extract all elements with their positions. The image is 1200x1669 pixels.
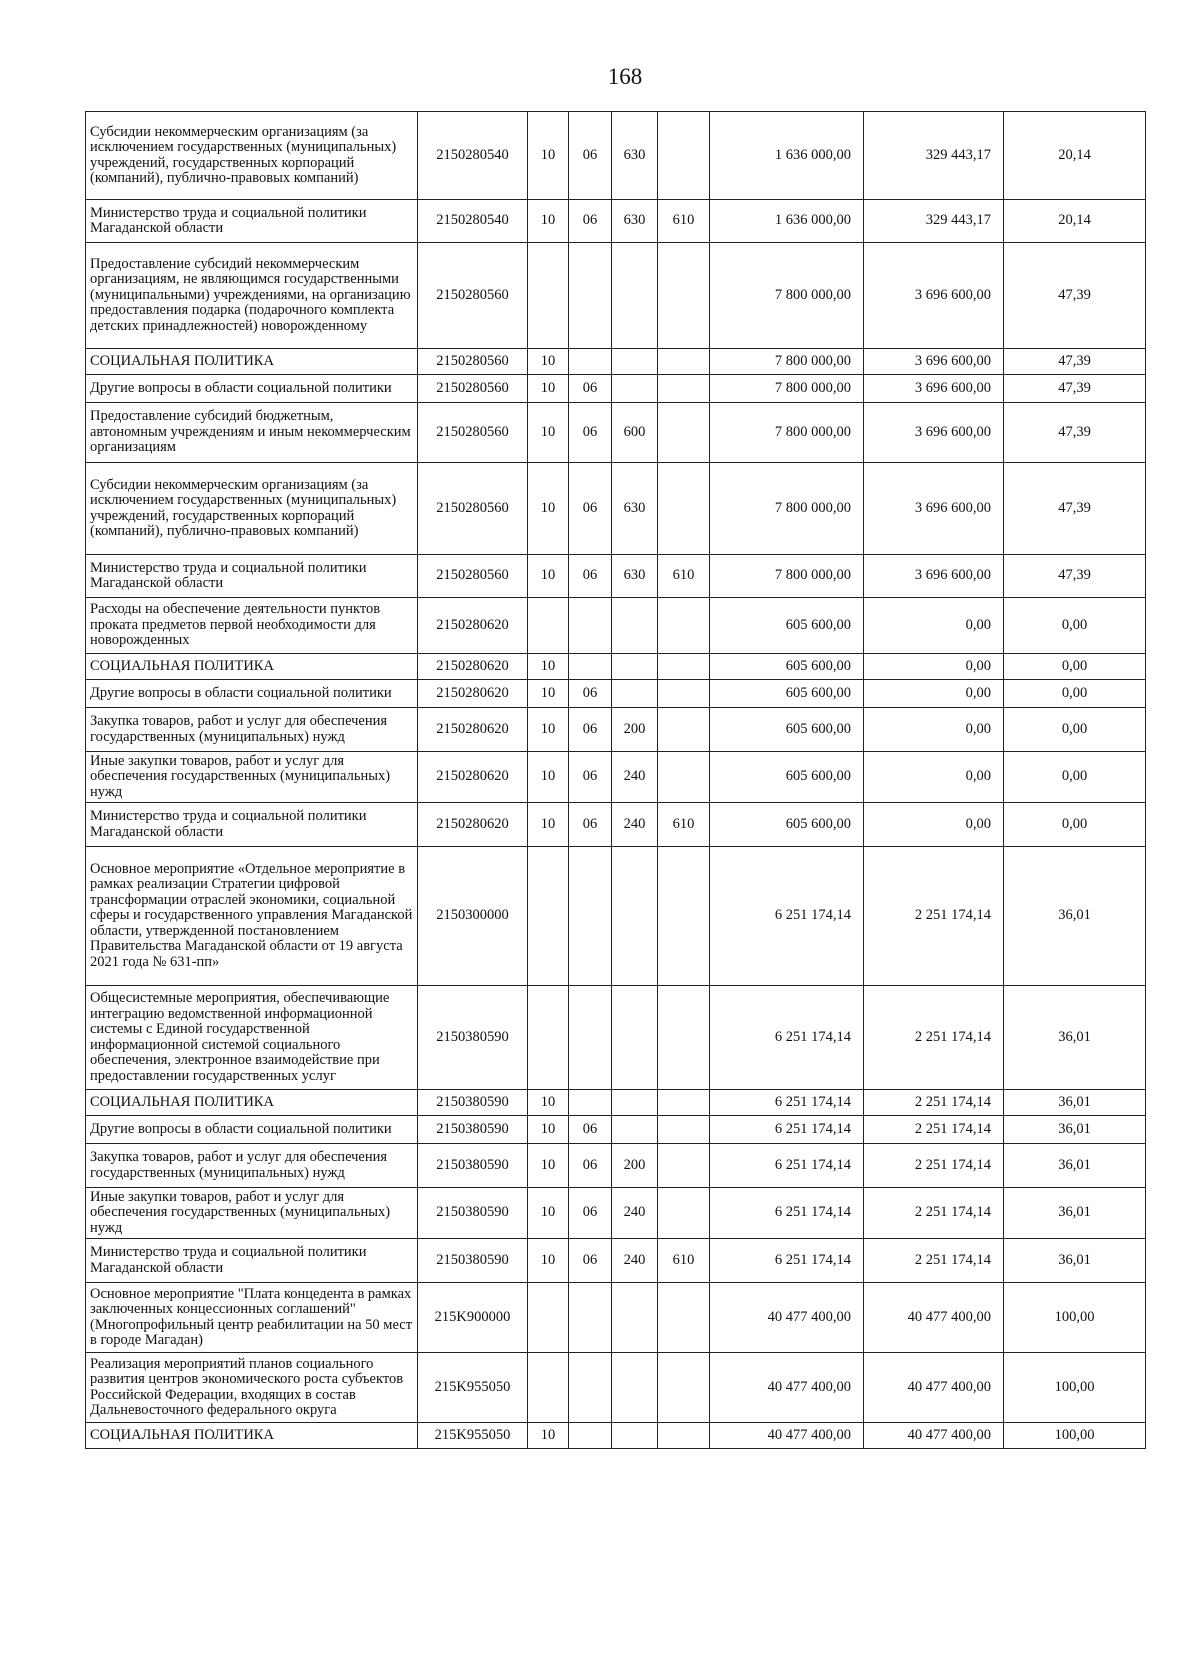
row-planned: 40 477 400,00 — [710, 1423, 864, 1449]
row-name: Основное мероприятие "Плата концедента в рамках заключенных концессионных соглашений" (Многопрофильный центр реабилитации на 50 мест в городе Магадан) — [86, 1283, 418, 1353]
row-code: 2150280560 — [418, 403, 528, 463]
row-planned: 6 251 174,14 — [710, 1116, 864, 1144]
row-subsection: 06 — [569, 463, 612, 555]
row-code: 2150300000 — [418, 847, 528, 986]
row-expense-type — [612, 847, 658, 986]
row-subsection: 06 — [569, 752, 612, 803]
row-admin-code — [658, 375, 710, 403]
row-executed: 2 251 174,14 — [864, 1116, 1004, 1144]
row-planned: 7 800 000,00 — [710, 403, 864, 463]
row-executed: 0,00 — [864, 803, 1004, 847]
table-row — [86, 1144, 1146, 1188]
row-planned: 7 800 000,00 — [710, 243, 864, 349]
row-name: Реализация мероприятий планов социального развития центров экономического роста субъектов Российской Федерации, входящих в состав Дальневосточного федерального округа — [86, 1353, 418, 1423]
row-admin-code — [658, 403, 710, 463]
row-planned: 605 600,00 — [710, 708, 864, 752]
row-section: 10 — [528, 375, 569, 403]
row-section: 10 — [528, 1423, 569, 1449]
row-section — [528, 1353, 569, 1423]
row-admin-code — [658, 349, 710, 375]
row-executed: 0,00 — [864, 680, 1004, 708]
row-percent: 0,00 — [1004, 654, 1146, 680]
row-admin-code — [658, 1116, 710, 1144]
row-percent: 100,00 — [1004, 1353, 1146, 1423]
row-code: 215K955050 — [418, 1423, 528, 1449]
row-admin-code: 610 — [658, 200, 710, 243]
row-expense-type: 630 — [612, 463, 658, 555]
row-expense-type: 630 — [612, 200, 658, 243]
row-section: 10 — [528, 403, 569, 463]
row-subsection: 06 — [569, 1188, 612, 1239]
row-code: 2150280540 — [418, 200, 528, 243]
row-executed: 329 443,17 — [864, 112, 1004, 200]
row-percent: 47,39 — [1004, 555, 1146, 598]
row-executed: 3 696 600,00 — [864, 349, 1004, 375]
row-percent: 36,01 — [1004, 1116, 1146, 1144]
table-row — [86, 403, 1146, 463]
row-percent: 36,01 — [1004, 1239, 1146, 1283]
table-row — [86, 1353, 1146, 1423]
row-code: 2150280560 — [418, 375, 528, 403]
row-code: 2150280620 — [418, 708, 528, 752]
row-planned: 7 800 000,00 — [710, 375, 864, 403]
row-subsection — [569, 1353, 612, 1423]
row-subsection: 06 — [569, 708, 612, 752]
row-planned: 7 800 000,00 — [710, 463, 864, 555]
table-row — [86, 1423, 1146, 1449]
table-row — [86, 598, 1146, 654]
row-executed: 40 477 400,00 — [864, 1423, 1004, 1449]
row-planned: 7 800 000,00 — [710, 555, 864, 598]
row-section: 10 — [528, 555, 569, 598]
row-percent: 36,01 — [1004, 1188, 1146, 1239]
row-name: Субсидии некоммерческим организациям (за исключением государственных (муниципальных) учреждений, государственных корпораций (компаний), публично-правовых компаний) — [86, 112, 418, 200]
row-subsection: 06 — [569, 555, 612, 598]
row-code: 2150280620 — [418, 803, 528, 847]
row-subsection — [569, 349, 612, 375]
row-name: СОЦИАЛЬНАЯ ПОЛИТИКА — [86, 349, 418, 375]
row-subsection — [569, 654, 612, 680]
row-admin-code — [658, 112, 710, 200]
row-section: 10 — [528, 112, 569, 200]
row-planned: 6 251 174,14 — [710, 1239, 864, 1283]
row-name: Другие вопросы в области социальной политики — [86, 680, 418, 708]
row-name: Закупка товаров, работ и услуг для обеспечения государственных (муниципальных) нужд — [86, 708, 418, 752]
row-percent: 47,39 — [1004, 403, 1146, 463]
row-expense-type — [612, 375, 658, 403]
row-percent: 20,14 — [1004, 112, 1146, 200]
row-executed: 3 696 600,00 — [864, 463, 1004, 555]
row-admin-code: 610 — [658, 803, 710, 847]
row-code: 2150380590 — [418, 1116, 528, 1144]
row-code: 2150380590 — [418, 1188, 528, 1239]
row-section — [528, 847, 569, 986]
row-admin-code — [658, 598, 710, 654]
row-code: 215K955050 — [418, 1353, 528, 1423]
row-percent: 36,01 — [1004, 1090, 1146, 1116]
row-expense-type: 600 — [612, 403, 658, 463]
row-percent: 47,39 — [1004, 375, 1146, 403]
row-code: 2150380590 — [418, 1144, 528, 1188]
row-percent: 47,39 — [1004, 349, 1146, 375]
row-admin-code — [658, 654, 710, 680]
row-planned: 605 600,00 — [710, 654, 864, 680]
table-row — [86, 1090, 1146, 1116]
row-planned: 40 477 400,00 — [710, 1353, 864, 1423]
row-executed: 40 477 400,00 — [864, 1283, 1004, 1353]
row-subsection — [569, 847, 612, 986]
row-executed: 0,00 — [864, 598, 1004, 654]
row-expense-type — [612, 1283, 658, 1353]
row-subsection: 06 — [569, 375, 612, 403]
table-row — [86, 243, 1146, 349]
row-name: Основное мероприятие «Отдельное мероприятие в рамках реализации Стратегии цифровой трансформации отраслей экономики, социальной сферы и государственного управления Магаданской области, утвержденной постановлением Правительства Магаданской области от 19 августа 2021 года № 631-пп» — [86, 847, 418, 986]
row-section: 10 — [528, 200, 569, 243]
row-expense-type: 200 — [612, 1144, 658, 1188]
row-admin-code — [658, 1090, 710, 1116]
page-number: 168 — [607, 64, 643, 89]
row-name: Закупка товаров, работ и услуг для обеспечения государственных (муниципальных) нужд — [86, 1144, 418, 1188]
row-section: 10 — [528, 1144, 569, 1188]
row-planned: 1 636 000,00 — [710, 112, 864, 200]
row-name: Предоставление субсидий бюджетным, автономным учреждениям и иным некоммерческим организациям — [86, 403, 418, 463]
row-planned: 605 600,00 — [710, 598, 864, 654]
row-name: Общесистемные мероприятия, обеспечивающие интеграцию ведомственной информационной системы с Единой государственной информационной системой социального обеспечения, электронное взаимодействие при предоставлении государственных услуг — [86, 986, 418, 1090]
row-planned: 40 477 400,00 — [710, 1283, 864, 1353]
row-name: Другие вопросы в области социальной политики — [86, 375, 418, 403]
row-expense-type — [612, 349, 658, 375]
row-expense-type: 240 — [612, 752, 658, 803]
row-subsection — [569, 986, 612, 1090]
row-section: 10 — [528, 708, 569, 752]
row-name: Министерство труда и социальной политики Магаданской области — [86, 555, 418, 598]
row-admin-code — [658, 1144, 710, 1188]
row-percent: 0,00 — [1004, 803, 1146, 847]
row-executed: 3 696 600,00 — [864, 403, 1004, 463]
row-planned: 6 251 174,14 — [710, 1188, 864, 1239]
row-name: СОЦИАЛЬНАЯ ПОЛИТИКА — [86, 1423, 418, 1449]
row-name: Иные закупки товаров, работ и услуг для обеспечения государственных (муниципальных) нужд — [86, 1188, 418, 1239]
row-percent: 0,00 — [1004, 680, 1146, 708]
row-section: 10 — [528, 463, 569, 555]
row-name: Предоставление субсидий некоммерческим организациям, не являющимся государственными (муниципальными) учреждениями, на организацию предоставления подарка (подарочного комплекта детских принадлежностей) новорожденному — [86, 243, 418, 349]
row-section: 10 — [528, 680, 569, 708]
row-executed: 40 477 400,00 — [864, 1353, 1004, 1423]
table-row — [86, 1116, 1146, 1144]
row-code: 2150280620 — [418, 654, 528, 680]
row-expense-type — [612, 598, 658, 654]
row-percent: 47,39 — [1004, 243, 1146, 349]
row-section: 10 — [528, 349, 569, 375]
row-code: 2150280620 — [418, 752, 528, 803]
row-executed: 329 443,17 — [864, 200, 1004, 243]
row-executed: 3 696 600,00 — [864, 375, 1004, 403]
row-name: СОЦИАЛЬНАЯ ПОЛИТИКА — [86, 654, 418, 680]
row-name: Иные закупки товаров, работ и услуг для обеспечения государственных (муниципальных) нужд — [86, 752, 418, 803]
row-section — [528, 243, 569, 349]
row-expense-type — [612, 1116, 658, 1144]
row-code: 2150380590 — [418, 986, 528, 1090]
table-row — [86, 847, 1146, 986]
row-expense-type — [612, 654, 658, 680]
row-admin-code — [658, 1423, 710, 1449]
row-planned: 605 600,00 — [710, 752, 864, 803]
row-expense-type — [612, 243, 658, 349]
row-section: 10 — [528, 654, 569, 680]
row-expense-type: 200 — [612, 708, 658, 752]
row-code: 2150280560 — [418, 243, 528, 349]
row-section — [528, 1283, 569, 1353]
table-row — [86, 803, 1146, 847]
row-subsection: 06 — [569, 403, 612, 463]
row-admin-code — [658, 463, 710, 555]
row-code: 2150280560 — [418, 349, 528, 375]
row-percent: 0,00 — [1004, 598, 1146, 654]
row-expense-type — [612, 680, 658, 708]
row-admin-code — [658, 1353, 710, 1423]
row-executed: 2 251 174,14 — [864, 1188, 1004, 1239]
row-section: 10 — [528, 1090, 569, 1116]
row-section: 10 — [528, 1116, 569, 1144]
row-executed: 0,00 — [864, 708, 1004, 752]
table-row — [86, 986, 1146, 1090]
table-row — [86, 708, 1146, 752]
row-admin-code: 610 — [658, 1239, 710, 1283]
row-code: 2150380590 — [418, 1239, 528, 1283]
row-section: 10 — [528, 803, 569, 847]
row-name: Министерство труда и социальной политики Магаданской области — [86, 1239, 418, 1283]
row-name: Субсидии некоммерческим организациям (за исключением государственных (муниципальных) учреждений, государственных корпораций (компаний), публично-правовых компаний) — [86, 463, 418, 555]
row-planned: 605 600,00 — [710, 680, 864, 708]
row-admin-code — [658, 847, 710, 986]
row-admin-code — [658, 1283, 710, 1353]
row-subsection: 06 — [569, 803, 612, 847]
table-row — [86, 200, 1146, 243]
row-expense-type: 240 — [612, 1239, 658, 1283]
row-subsection — [569, 1090, 612, 1116]
row-code: 2150280560 — [418, 555, 528, 598]
row-expense-type — [612, 986, 658, 1090]
table-row — [86, 112, 1146, 200]
row-expense-type — [612, 1090, 658, 1116]
table-row — [86, 463, 1146, 555]
row-expense-type: 240 — [612, 1188, 658, 1239]
table-row — [86, 375, 1146, 403]
row-planned: 7 800 000,00 — [710, 349, 864, 375]
row-executed: 2 251 174,14 — [864, 1239, 1004, 1283]
row-percent: 100,00 — [1004, 1423, 1146, 1449]
row-code: 2150280540 — [418, 112, 528, 200]
row-executed: 0,00 — [864, 752, 1004, 803]
row-expense-type: 240 — [612, 803, 658, 847]
row-name: СОЦИАЛЬНАЯ ПОЛИТИКА — [86, 1090, 418, 1116]
row-subsection: 06 — [569, 680, 612, 708]
row-percent: 36,01 — [1004, 1144, 1146, 1188]
row-subsection — [569, 1423, 612, 1449]
table-row — [86, 555, 1146, 598]
row-admin-code — [658, 986, 710, 1090]
row-planned: 6 251 174,14 — [710, 847, 864, 986]
row-planned: 6 251 174,14 — [710, 1144, 864, 1188]
row-percent: 47,39 — [1004, 463, 1146, 555]
table-row — [86, 752, 1146, 803]
row-planned: 6 251 174,14 — [710, 986, 864, 1090]
row-expense-type — [612, 1353, 658, 1423]
row-section — [528, 598, 569, 654]
row-admin-code — [658, 243, 710, 349]
row-subsection: 06 — [569, 200, 612, 243]
row-subsection — [569, 1283, 612, 1353]
row-section: 10 — [528, 752, 569, 803]
table-row — [86, 1188, 1146, 1239]
row-planned: 605 600,00 — [710, 803, 864, 847]
row-executed: 2 251 174,14 — [864, 847, 1004, 986]
row-admin-code — [658, 1188, 710, 1239]
table-row — [86, 1283, 1146, 1353]
row-admin-code: 610 — [658, 555, 710, 598]
row-code: 2150280620 — [418, 598, 528, 654]
row-planned: 1 636 000,00 — [710, 200, 864, 243]
row-code: 2150380590 — [418, 1090, 528, 1116]
row-subsection — [569, 598, 612, 654]
row-name: Министерство труда и социальной политики Магаданской области — [86, 200, 418, 243]
row-subsection: 06 — [569, 1116, 612, 1144]
table-body — [86, 112, 1146, 1449]
row-name: Расходы на обеспечение деятельности пунктов проката предметов первой необходимости для новорожденных — [86, 598, 418, 654]
table-row — [86, 1239, 1146, 1283]
row-subsection: 06 — [569, 1239, 612, 1283]
row-code: 215K900000 — [418, 1283, 528, 1353]
table-row — [86, 349, 1146, 375]
row-admin-code — [658, 680, 710, 708]
row-code: 2150280560 — [418, 463, 528, 555]
row-subsection — [569, 243, 612, 349]
row-admin-code — [658, 708, 710, 752]
row-section: 10 — [528, 1239, 569, 1283]
row-planned: 6 251 174,14 — [710, 1090, 864, 1116]
row-code: 2150280620 — [418, 680, 528, 708]
row-expense-type: 630 — [612, 112, 658, 200]
row-percent: 36,01 — [1004, 847, 1146, 986]
row-executed: 2 251 174,14 — [864, 1144, 1004, 1188]
row-admin-code — [658, 752, 710, 803]
row-executed: 2 251 174,14 — [864, 986, 1004, 1090]
row-expense-type — [612, 1423, 658, 1449]
row-percent: 0,00 — [1004, 752, 1146, 803]
row-percent: 0,00 — [1004, 708, 1146, 752]
row-subsection: 06 — [569, 112, 612, 200]
row-executed: 3 696 600,00 — [864, 555, 1004, 598]
table-row — [86, 654, 1146, 680]
row-executed: 2 251 174,14 — [864, 1090, 1004, 1116]
row-executed: 3 696 600,00 — [864, 243, 1004, 349]
row-percent: 36,01 — [1004, 986, 1146, 1090]
table-row — [86, 680, 1146, 708]
row-percent: 20,14 — [1004, 200, 1146, 243]
row-subsection: 06 — [569, 1144, 612, 1188]
row-section — [528, 986, 569, 1090]
row-percent: 100,00 — [1004, 1283, 1146, 1353]
row-section: 10 — [528, 1188, 569, 1239]
row-executed: 0,00 — [864, 654, 1004, 680]
row-name: Другие вопросы в области социальной политики — [86, 1116, 418, 1144]
row-expense-type: 630 — [612, 555, 658, 598]
budget-table — [85, 111, 1146, 1449]
row-name: Министерство труда и социальной политики Магаданской области — [86, 803, 418, 847]
